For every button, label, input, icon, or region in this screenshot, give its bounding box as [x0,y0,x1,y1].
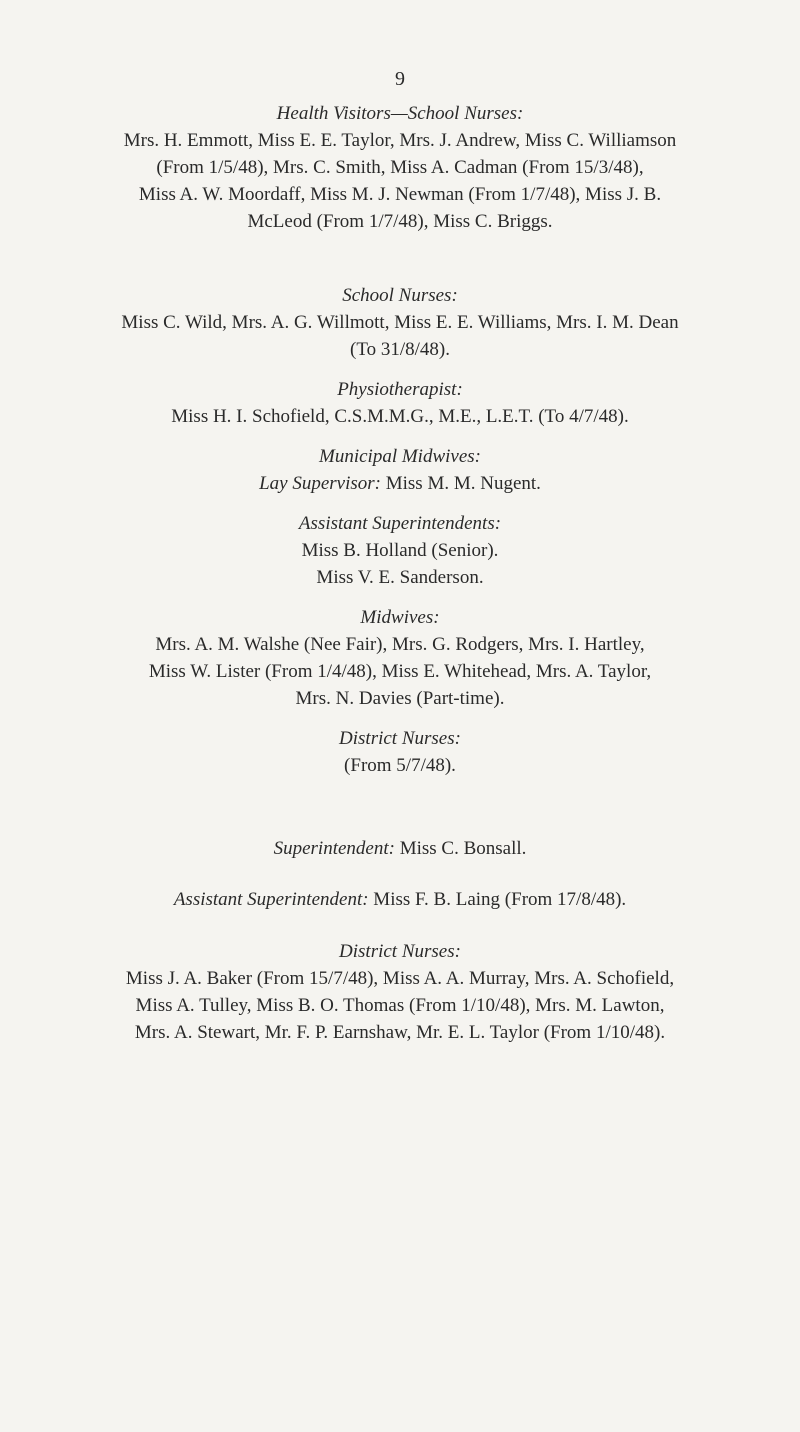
section-heading: School Nurses: [342,285,458,306]
text-line: Miss C. Wild, Mrs. A. G. Willmott, Miss E. E. Williams, Mrs. I. M. Dean [121,312,679,333]
section-heading: Physiotherapist: [337,379,463,400]
text-line: Mrs. A. M. Walshe (Nee Fair), Mrs. G. Rodgers, Mrs. I. Hartley, [155,634,645,655]
superintendent-label: Superintendent: [273,838,395,859]
text-line: McLeod (From 1/7/48), Miss C. Briggs. [247,211,553,232]
section-municipal-midwives [50,443,750,497]
assistant-superintendent-label: Assistant Superintendent: [173,889,369,910]
assistant-superintendent-name: Miss F. B. Laing (From 17/8/48). [373,889,627,910]
section-heading: Health Visitors—School Nurses: [276,103,524,124]
text-line: Miss A. Tulley, Miss B. O. Thomas (From 1/10/48), Mrs. M. Lawton, [135,995,665,1016]
text-line: Miss W. Lister (From 1/4/48), Miss E. Whitehead, Mrs. A. Taylor, [148,661,652,682]
section-health-visitors [50,100,750,235]
section-school-nurses [50,282,750,363]
lay-supervisor-line [50,470,750,497]
text-line: Miss V. E. Sanderson. [316,567,484,588]
section-assistant-superintendents [50,510,750,591]
lay-supervisor-label: Lay Supervisor: [259,473,381,494]
section-superintendent [50,835,750,862]
section-heading: District Nurses: [339,941,461,962]
text-line: (From 5/7/48). [344,755,456,776]
section-physiotherapist [50,376,750,430]
text-line: Mrs. A. Stewart, Mr. F. P. Earnshaw, Mr. E. L. Taylor (From 1/10/48). [134,1022,666,1043]
section-heading: District Nurses: [339,728,461,749]
text-line: (To 31/8/48). [350,339,450,360]
text-line: Mrs. N. Davies (Part-time). [295,688,505,709]
lay-supervisor-name: Miss M. M. Nugent. [385,473,541,494]
section-heading: Assistant Superintendents: [298,513,502,534]
text-line: Miss A. W. Moordaff, Miss M. J. Newman (From 1/7/48), Miss J. B. [138,184,662,205]
section-midwives [50,604,750,712]
superintendent-line [50,835,750,862]
text-line: Miss H. I. Schofield, C.S.M.M.G., M.E., L.E.T. (To 4/7/48). [171,406,629,427]
section-district-nurses [50,938,750,1046]
text-line: Mrs. H. Emmott, Miss E. E. Taylor, Mrs. J. Andrew, Miss C. Williamson [123,130,677,151]
assistant-superintendent-line [50,886,750,913]
page-number: 9 [395,68,405,90]
text-line: Miss J. A. Baker (From 15/7/48), Miss A. A. Murray, Mrs. A. Schofield, [125,968,675,989]
text-line: (From 1/5/48), Mrs. C. Smith, Miss A. Cadman (From 15/3/48), [156,157,644,178]
section-assistant-superintendent [50,886,750,913]
text-line: Miss B. Holland (Senior). [301,540,499,561]
section-heading: Midwives: [360,607,440,628]
section-heading: Municipal Midwives: [319,446,481,467]
section-district-nurses-intro [50,725,750,779]
superintendent-name: Miss C. Bonsall. [399,838,527,859]
